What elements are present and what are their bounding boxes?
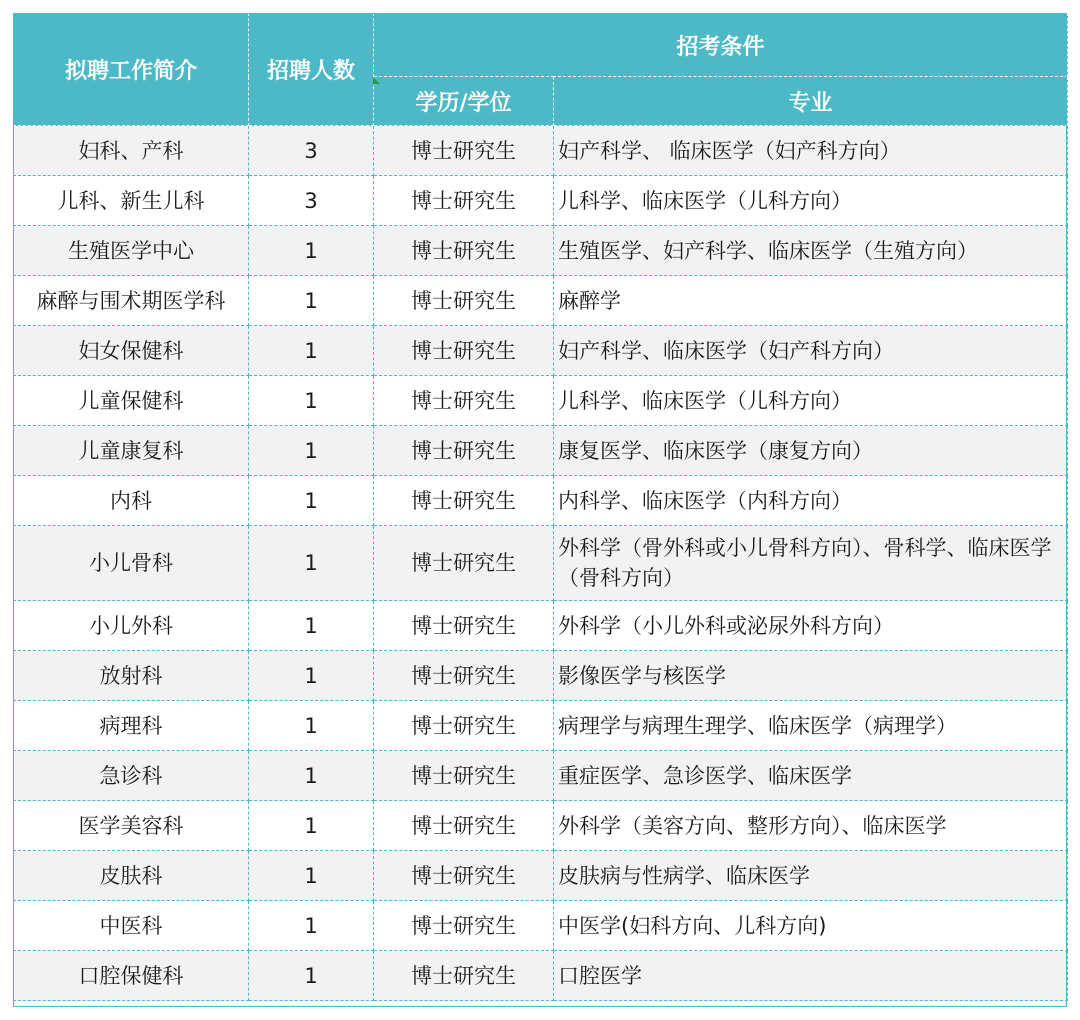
table-row (14, 276, 1068, 326)
cell-department: 儿科、新生儿科 (14, 176, 249, 226)
cell-major: 麻醉学 (554, 276, 1068, 326)
table-row (14, 801, 1068, 851)
table-row (14, 851, 1068, 901)
table-row (14, 326, 1068, 376)
cell-department: 口腔保健科 (14, 951, 249, 1001)
cell-education: 博士研究生 (374, 651, 554, 701)
cell-department: 麻醉与围术期医学科 (14, 276, 249, 326)
cell-headcount: 1 (249, 851, 374, 901)
header-education: 学历/学位 (374, 77, 554, 126)
cell-department: 生殖医学中心 (14, 226, 249, 276)
table-row (14, 701, 1068, 751)
cell-headcount: 1 (249, 701, 374, 751)
cell-education: 博士研究生 (374, 851, 554, 901)
cell-major: 口腔医学 (554, 951, 1068, 1001)
table-row (14, 476, 1068, 526)
cell-headcount: 1 (249, 801, 374, 851)
cell-comment-marker (373, 77, 380, 84)
cell-education: 博士研究生 (374, 701, 554, 751)
header-conditions: 招考条件 (374, 14, 1068, 77)
table-row (14, 426, 1068, 476)
cell-department: 儿童保健科 (14, 376, 249, 426)
cell-education: 博士研究生 (374, 226, 554, 276)
header-job-intro: 拟聘工作简介 (14, 14, 249, 126)
cell-major: 妇产科学、临床医学（妇产科方向） (554, 326, 1068, 376)
table-row (14, 951, 1068, 1001)
cell-headcount: 3 (249, 126, 374, 176)
cell-headcount: 1 (249, 426, 374, 476)
cell-headcount: 1 (249, 376, 374, 426)
cell-education: 博士研究生 (374, 601, 554, 651)
recruitment-table-container (13, 13, 1067, 1007)
cell-education: 博士研究生 (374, 326, 554, 376)
table-row (14, 226, 1068, 276)
cell-department: 放射科 (14, 651, 249, 701)
table-row (14, 601, 1068, 651)
cell-department: 小儿骨科 (14, 526, 249, 601)
cell-major: 儿科学、临床医学（儿科方向） (554, 176, 1068, 226)
cell-major: 中医学(妇科方向、儿科方向) (554, 901, 1068, 951)
cell-education: 博士研究生 (374, 126, 554, 176)
cell-major: 影像医学与核医学 (554, 651, 1068, 701)
cell-department: 中医科 (14, 901, 249, 951)
cell-headcount: 1 (249, 326, 374, 376)
cell-education: 博士研究生 (374, 376, 554, 426)
table-row (14, 376, 1068, 426)
cell-education: 博士研究生 (374, 426, 554, 476)
table-row (14, 526, 1068, 601)
table-row (14, 176, 1068, 226)
cell-major: 妇产科学、 临床医学（妇产科方向） (554, 126, 1068, 176)
header-headcount: 招聘人数 (249, 14, 374, 126)
cell-headcount: 1 (249, 601, 374, 651)
table-row (14, 901, 1068, 951)
table-header (14, 14, 1068, 126)
cell-major: 内科学、临床医学（内科方向） (554, 476, 1068, 526)
cell-education: 博士研究生 (374, 801, 554, 851)
cell-department: 妇科、产科 (14, 126, 249, 176)
recruitment-table (13, 13, 1068, 1001)
cell-department: 儿童康复科 (14, 426, 249, 476)
cell-major: 重症医学、急诊医学、临床医学 (554, 751, 1068, 801)
cell-education: 博士研究生 (374, 751, 554, 801)
cell-headcount: 3 (249, 176, 374, 226)
table-row (14, 126, 1068, 176)
cell-education: 博士研究生 (374, 276, 554, 326)
cell-headcount: 1 (249, 751, 374, 801)
cell-department: 病理科 (14, 701, 249, 751)
cell-department: 妇女保健科 (14, 326, 249, 376)
cell-major: 生殖医学、妇产科学、临床医学（生殖方向） (554, 226, 1068, 276)
cell-department: 小儿外科 (14, 601, 249, 651)
cell-department: 皮肤科 (14, 851, 249, 901)
cell-education: 博士研究生 (374, 476, 554, 526)
table-row (14, 651, 1068, 701)
table-row (14, 751, 1068, 801)
cell-major: 外科学（骨外科或小儿骨科方向）、骨科学、临床医学（骨科方向） (554, 526, 1068, 601)
cell-headcount: 1 (249, 951, 374, 1001)
cell-headcount: 1 (249, 651, 374, 701)
cell-headcount: 1 (249, 276, 374, 326)
cell-headcount: 1 (249, 476, 374, 526)
cell-education: 博士研究生 (374, 951, 554, 1001)
cell-department: 医学美容科 (14, 801, 249, 851)
cell-education: 博士研究生 (374, 176, 554, 226)
cell-major: 康复医学、临床医学（康复方向） (554, 426, 1068, 476)
table-body (14, 126, 1068, 1001)
cell-major: 外科学（美容方向、整形方向）、临床医学 (554, 801, 1068, 851)
cell-major: 外科学（小儿外科或泌尿外科方向） (554, 601, 1068, 651)
cell-department: 急诊科 (14, 751, 249, 801)
cell-headcount: 1 (249, 226, 374, 276)
header-major: 专业 (554, 77, 1068, 126)
cell-education: 博士研究生 (374, 901, 554, 951)
cell-major: 病理学与病理生理学、临床医学（病理学） (554, 701, 1068, 751)
cell-headcount: 1 (249, 901, 374, 951)
cell-major: 儿科学、临床医学（儿科方向） (554, 376, 1068, 426)
cell-department: 内科 (14, 476, 249, 526)
cell-major: 皮肤病与性病学、临床医学 (554, 851, 1068, 901)
cell-education: 博士研究生 (374, 526, 554, 601)
cell-headcount: 1 (249, 526, 374, 601)
